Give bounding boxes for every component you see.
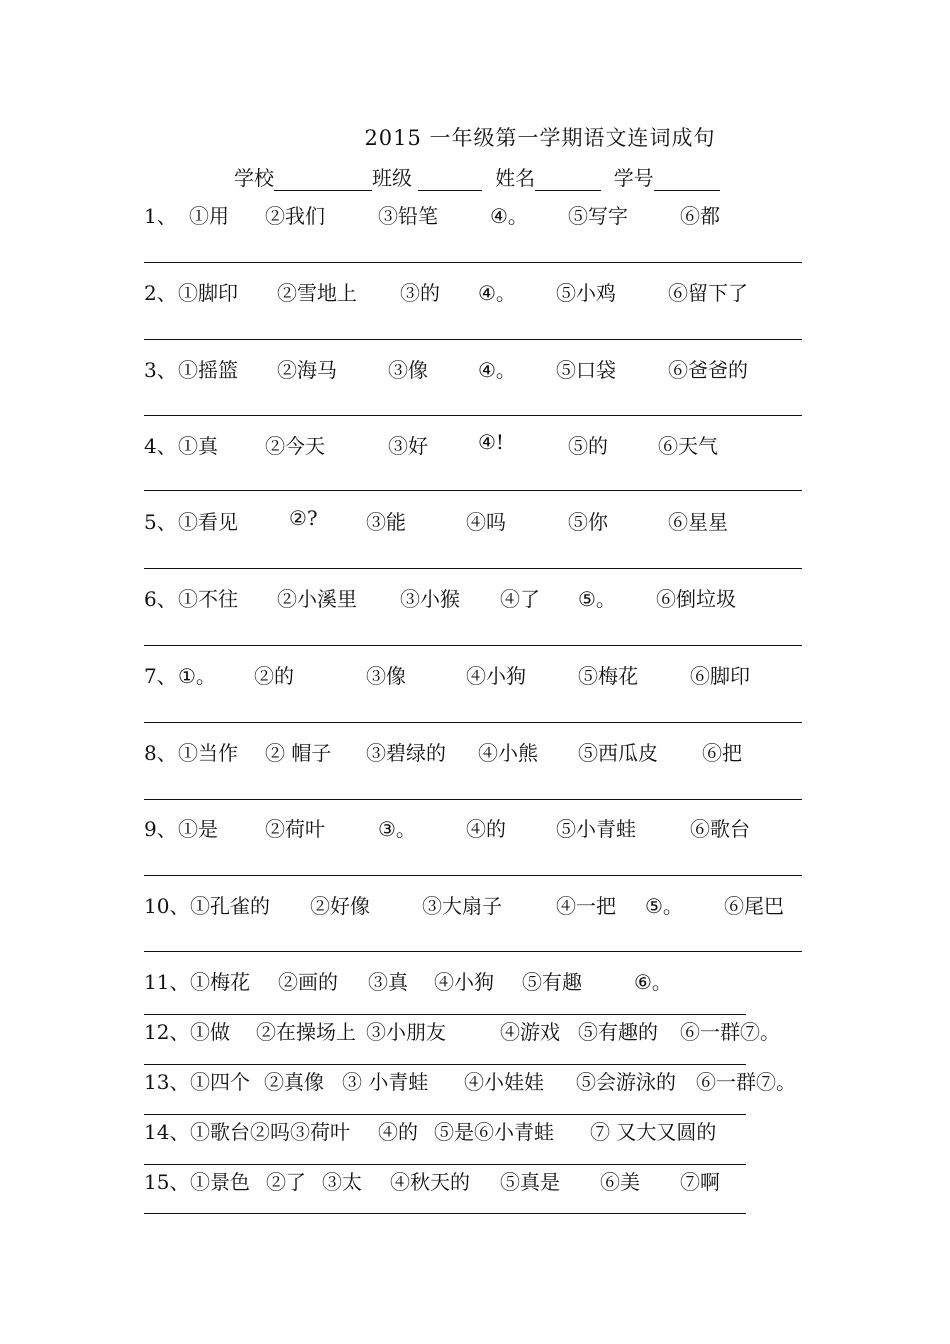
word-option: ②海马 bbox=[277, 358, 337, 382]
word-option: ①不往 bbox=[178, 587, 238, 611]
question-12 bbox=[144, 1016, 780, 1045]
school-label: 学校 bbox=[234, 166, 274, 190]
word-option: ⑤真是 bbox=[500, 1170, 560, 1194]
question-14 bbox=[144, 1116, 717, 1145]
word-option: ⑥留下了 bbox=[668, 281, 748, 305]
word-option: ③好 bbox=[388, 434, 428, 458]
word-option: ⑥一群⑦。 bbox=[696, 1070, 796, 1094]
word-option: ④游戏 bbox=[500, 1020, 560, 1044]
word-option: ③大扇子 bbox=[422, 894, 502, 918]
word-option: ①当作 bbox=[178, 741, 238, 765]
question-4 bbox=[144, 430, 718, 459]
word-option: ③能 bbox=[366, 510, 406, 534]
word-option: ②我们 bbox=[265, 204, 325, 228]
school-blank[interactable] bbox=[274, 170, 372, 191]
word-option: ⑤写字 bbox=[568, 204, 628, 228]
word-option: ③小猴 bbox=[400, 587, 460, 611]
answer-line[interactable] bbox=[144, 568, 802, 569]
answer-line[interactable] bbox=[144, 490, 802, 491]
question-9 bbox=[144, 813, 750, 842]
answer-line[interactable] bbox=[144, 1014, 746, 1015]
word-option: ⑤口袋 bbox=[556, 358, 616, 382]
name-label: 姓名 bbox=[495, 166, 536, 190]
question-13 bbox=[144, 1066, 796, 1095]
word-option: ⑥一群⑦。 bbox=[680, 1020, 780, 1044]
word-option: ④的 bbox=[378, 1120, 418, 1144]
word-option: ⑤梅花 bbox=[578, 664, 638, 688]
answer-line[interactable] bbox=[144, 645, 802, 646]
question-10 bbox=[144, 890, 784, 919]
question-number: 1、 bbox=[144, 204, 177, 228]
answer-line[interactable] bbox=[144, 1164, 746, 1165]
answer-line[interactable] bbox=[144, 415, 802, 416]
question-number: 2、 bbox=[144, 281, 177, 305]
word-option: ①。 bbox=[178, 664, 216, 688]
word-option: ⑤小青蛙 bbox=[556, 817, 636, 841]
question-8 bbox=[144, 737, 742, 766]
question-number: 3、 bbox=[144, 358, 177, 382]
question-3 bbox=[144, 354, 748, 383]
word-option: ②小溪里 bbox=[277, 587, 357, 611]
question-15 bbox=[144, 1166, 720, 1195]
word-option: ② 帽子 bbox=[265, 741, 332, 765]
word-option: ⑥星星 bbox=[668, 510, 728, 534]
word-option: ③的 bbox=[400, 281, 440, 305]
class-label: 班级 bbox=[372, 166, 412, 190]
word-option: ①做 bbox=[190, 1020, 230, 1044]
word-option: ⑤你 bbox=[568, 510, 608, 534]
word-option: ③。 bbox=[378, 817, 416, 841]
word-option: ②今天 bbox=[265, 434, 325, 458]
answer-line[interactable] bbox=[144, 1213, 746, 1214]
word-option: ⑤西瓜皮 bbox=[578, 741, 658, 765]
question-number: 15、 bbox=[144, 1170, 190, 1194]
word-option: ⑤小鸡 bbox=[556, 281, 616, 305]
answer-line[interactable] bbox=[144, 1114, 746, 1115]
word-option: ⑥脚印 bbox=[690, 664, 750, 688]
word-option: ③小朋友 bbox=[366, 1020, 446, 1044]
word-option: ⑤有趣 bbox=[522, 970, 582, 994]
question-number: 8、 bbox=[144, 741, 177, 765]
word-option: ④了 bbox=[500, 587, 540, 611]
word-option: ⑤的 bbox=[568, 434, 608, 458]
word-option: ⑦ 又大又圆的 bbox=[590, 1120, 717, 1144]
answer-line[interactable] bbox=[144, 875, 802, 876]
word-option: ④小狗 bbox=[434, 970, 494, 994]
question-number: 9、 bbox=[144, 817, 177, 841]
word-option: ④。 bbox=[490, 204, 528, 228]
word-option: ②的 bbox=[254, 664, 294, 688]
word-option: ⑥。 bbox=[634, 970, 672, 994]
name-blank[interactable] bbox=[535, 170, 601, 191]
word-option: ④! bbox=[478, 430, 504, 454]
word-option: ④。 bbox=[478, 281, 516, 305]
page-title: 2015 一年级第一学期语文连词成句 bbox=[364, 126, 716, 150]
word-option: ⑥尾巴 bbox=[724, 894, 784, 918]
word-option: ①摇篮 bbox=[178, 358, 238, 382]
question-number: 12、 bbox=[144, 1020, 190, 1044]
answer-line[interactable] bbox=[144, 722, 802, 723]
answer-line[interactable] bbox=[144, 951, 802, 952]
question-number: 4、 bbox=[144, 434, 177, 458]
student-info-row bbox=[234, 162, 720, 191]
question-number: 13、 bbox=[144, 1070, 190, 1094]
word-option: ②画的 bbox=[278, 970, 338, 994]
word-option: ②? bbox=[289, 506, 318, 530]
word-option: ①脚印 bbox=[178, 281, 238, 305]
word-option: ②真像 bbox=[264, 1070, 324, 1094]
number-blank[interactable] bbox=[654, 170, 720, 191]
word-option: ③碧绿的 bbox=[366, 741, 446, 765]
question-6 bbox=[144, 583, 736, 612]
answer-line[interactable] bbox=[144, 262, 802, 263]
word-option: ④小狗 bbox=[466, 664, 526, 688]
word-option: ④小娃娃 bbox=[464, 1070, 544, 1094]
question-number: 7、 bbox=[144, 664, 177, 688]
question-2 bbox=[144, 277, 748, 306]
word-option: ①景色 bbox=[190, 1170, 250, 1194]
word-option: ⑥歌台 bbox=[690, 817, 750, 841]
word-option: ⑥美 bbox=[600, 1170, 640, 1194]
word-option: ④吗 bbox=[466, 510, 506, 534]
word-option: ①看见 bbox=[178, 510, 238, 534]
word-option: ③像 bbox=[366, 664, 406, 688]
word-option: ②荷叶 bbox=[265, 817, 325, 841]
word-option: ③ 小青蛙 bbox=[342, 1070, 429, 1094]
answer-line[interactable] bbox=[144, 1064, 746, 1065]
word-option: ②雪地上 bbox=[277, 281, 357, 305]
word-option: ④的 bbox=[466, 817, 506, 841]
word-option: ②了 bbox=[266, 1170, 306, 1194]
word-option: ⑤。 bbox=[645, 894, 683, 918]
question-1 bbox=[144, 200, 720, 229]
word-option: ③真 bbox=[368, 970, 408, 994]
answer-line[interactable] bbox=[144, 799, 802, 800]
word-option: ②好像 bbox=[310, 894, 370, 918]
question-number: 5、 bbox=[144, 510, 177, 534]
word-option: ①用 bbox=[189, 204, 229, 228]
question-5 bbox=[144, 506, 728, 535]
word-option: ④一把 bbox=[556, 894, 616, 918]
word-option: ①梅花 bbox=[190, 970, 250, 994]
question-number: 14、 bbox=[144, 1120, 190, 1144]
word-option: ④秋天的 bbox=[390, 1170, 470, 1194]
word-option: ⑥倒垃圾 bbox=[656, 587, 736, 611]
word-option: ①孔雀的 bbox=[190, 894, 270, 918]
number-label: 学号 bbox=[613, 166, 654, 190]
word-option: ⑤。 bbox=[578, 587, 616, 611]
word-option: ⑤有趣的 bbox=[578, 1020, 658, 1044]
word-option: ①歌台②吗③荷叶 bbox=[190, 1120, 350, 1144]
answer-line[interactable] bbox=[144, 339, 802, 340]
word-option: ①真 bbox=[178, 434, 218, 458]
word-option: ②在操场上 bbox=[256, 1020, 356, 1044]
word-option: ⑥都 bbox=[680, 204, 720, 228]
word-option: ⑥天气 bbox=[658, 434, 718, 458]
word-option: ⑦啊 bbox=[680, 1170, 720, 1194]
word-option: ⑤是⑥小青蛙 bbox=[434, 1120, 554, 1144]
word-option: ①四个 bbox=[190, 1070, 250, 1094]
question-11 bbox=[144, 966, 672, 995]
question-number: 6、 bbox=[144, 587, 177, 611]
word-option: ③太 bbox=[322, 1170, 362, 1194]
word-option: ⑥把 bbox=[702, 741, 742, 765]
class-blank[interactable] bbox=[418, 170, 482, 191]
word-option: ③铅笔 bbox=[378, 204, 438, 228]
question-number: 11、 bbox=[144, 970, 190, 994]
question-number: 10、 bbox=[144, 894, 190, 918]
word-option: ⑥爸爸的 bbox=[668, 358, 748, 382]
word-option: ③像 bbox=[388, 358, 428, 382]
word-option: ①是 bbox=[178, 817, 218, 841]
word-option: ④。 bbox=[478, 358, 516, 382]
question-7 bbox=[144, 660, 750, 689]
word-option: ⑤会游泳的 bbox=[576, 1070, 676, 1094]
word-option: ④小熊 bbox=[478, 741, 538, 765]
